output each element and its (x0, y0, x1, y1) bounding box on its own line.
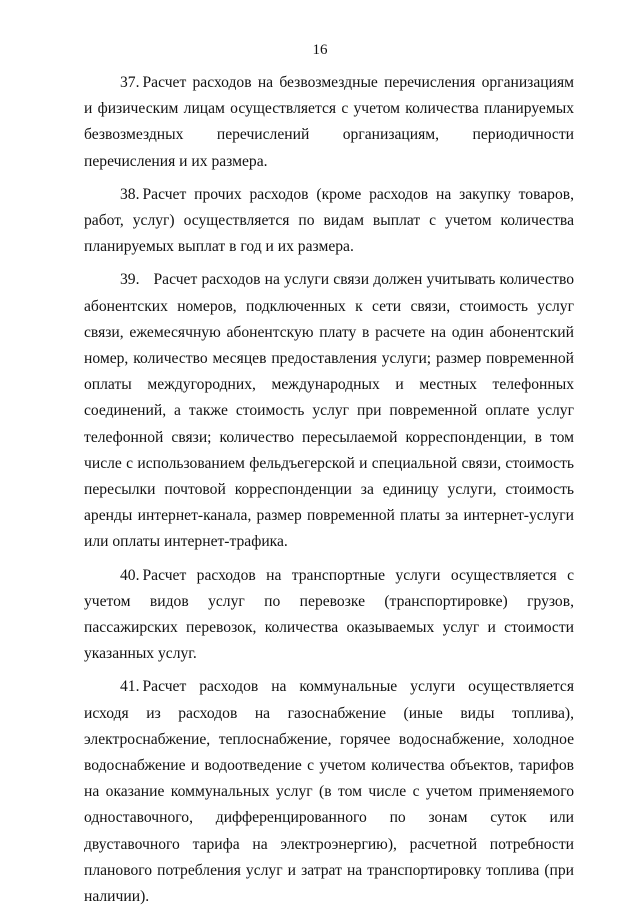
paragraph-40 (84, 563, 574, 668)
paragraph-number: 39. (120, 271, 140, 289)
paragraph-text: Расчет расходов на услуги связи должен учитывать количество абонентских номеров, подключенных к сети связи, стоимость услуг связи, ежемесячную абонентскую плату в расчете на один абонентский номер, количество месяцев предоставления услуги; размер повременной оплаты междугородних, международных и местных телефонных соединений, а также стоимость услуг при повременной оплате услуг телефонной связи; количество пересылаемой корреспонденции, в том числе с использованием фельдъегерской и специальной связи, стоимость пересылки почтовой корреспонденции за единицу услуги, стоимость аренды интернет-канала, размер повременной платы за интернет-услуги или оплаты интернет-трафика. (84, 271, 574, 551)
paragraph-number: 37. (120, 74, 140, 91)
paragraph-text: Расчет прочих расходов (кроме расходов на закупку товаров, работ, услуг) осуществляется по видам выплат с учетом количества планируемых выплат в год и их размера. (84, 185, 574, 256)
paragraph-text: Расчет расходов на транспортные услуги осуществляется с учетом видов услуг по перевозке (транспортировке) грузов, пассажирских перевозок, количества оказываемых услуг и стоимости указанных услуг. (84, 566, 574, 663)
page-number: 16 (312, 42, 328, 58)
paragraph-text: Расчет расходов на коммунальные услуги осуществляется исходя из расходов на газоснабжение (иные виды топлива), электроснабжение, теплоснабжение, горячее водоснабжение, холодное водоснабжение и водоотведение с учетом количества объектов, тарифов на оказание коммунальных услуг (в том числе с учетом применяемого одноставочного, дифференцированного по зонам суток или двуставочного тарифа на электроэнергию), расчетной потребности планового потребления услуг и затрат на транспортировку топлива (при наличии). (84, 678, 574, 906)
paragraph-number: 38. (120, 185, 140, 203)
document-body (84, 70, 574, 910)
paragraph-text: Расчет расходов на безвозмездные перечисления организациям и физическим лицам осуществляется с учетом количества планируемых безвозмездных перечислений организациям, периодичности перечисления и их размера. (84, 74, 574, 170)
paragraph-38 (84, 182, 574, 261)
paragraph-number: 41. (120, 678, 140, 696)
paragraph-37 (84, 70, 574, 175)
paragraph-39 (84, 267, 574, 555)
paragraph-41 (84, 674, 574, 910)
paragraph-number: 40. (120, 566, 140, 584)
